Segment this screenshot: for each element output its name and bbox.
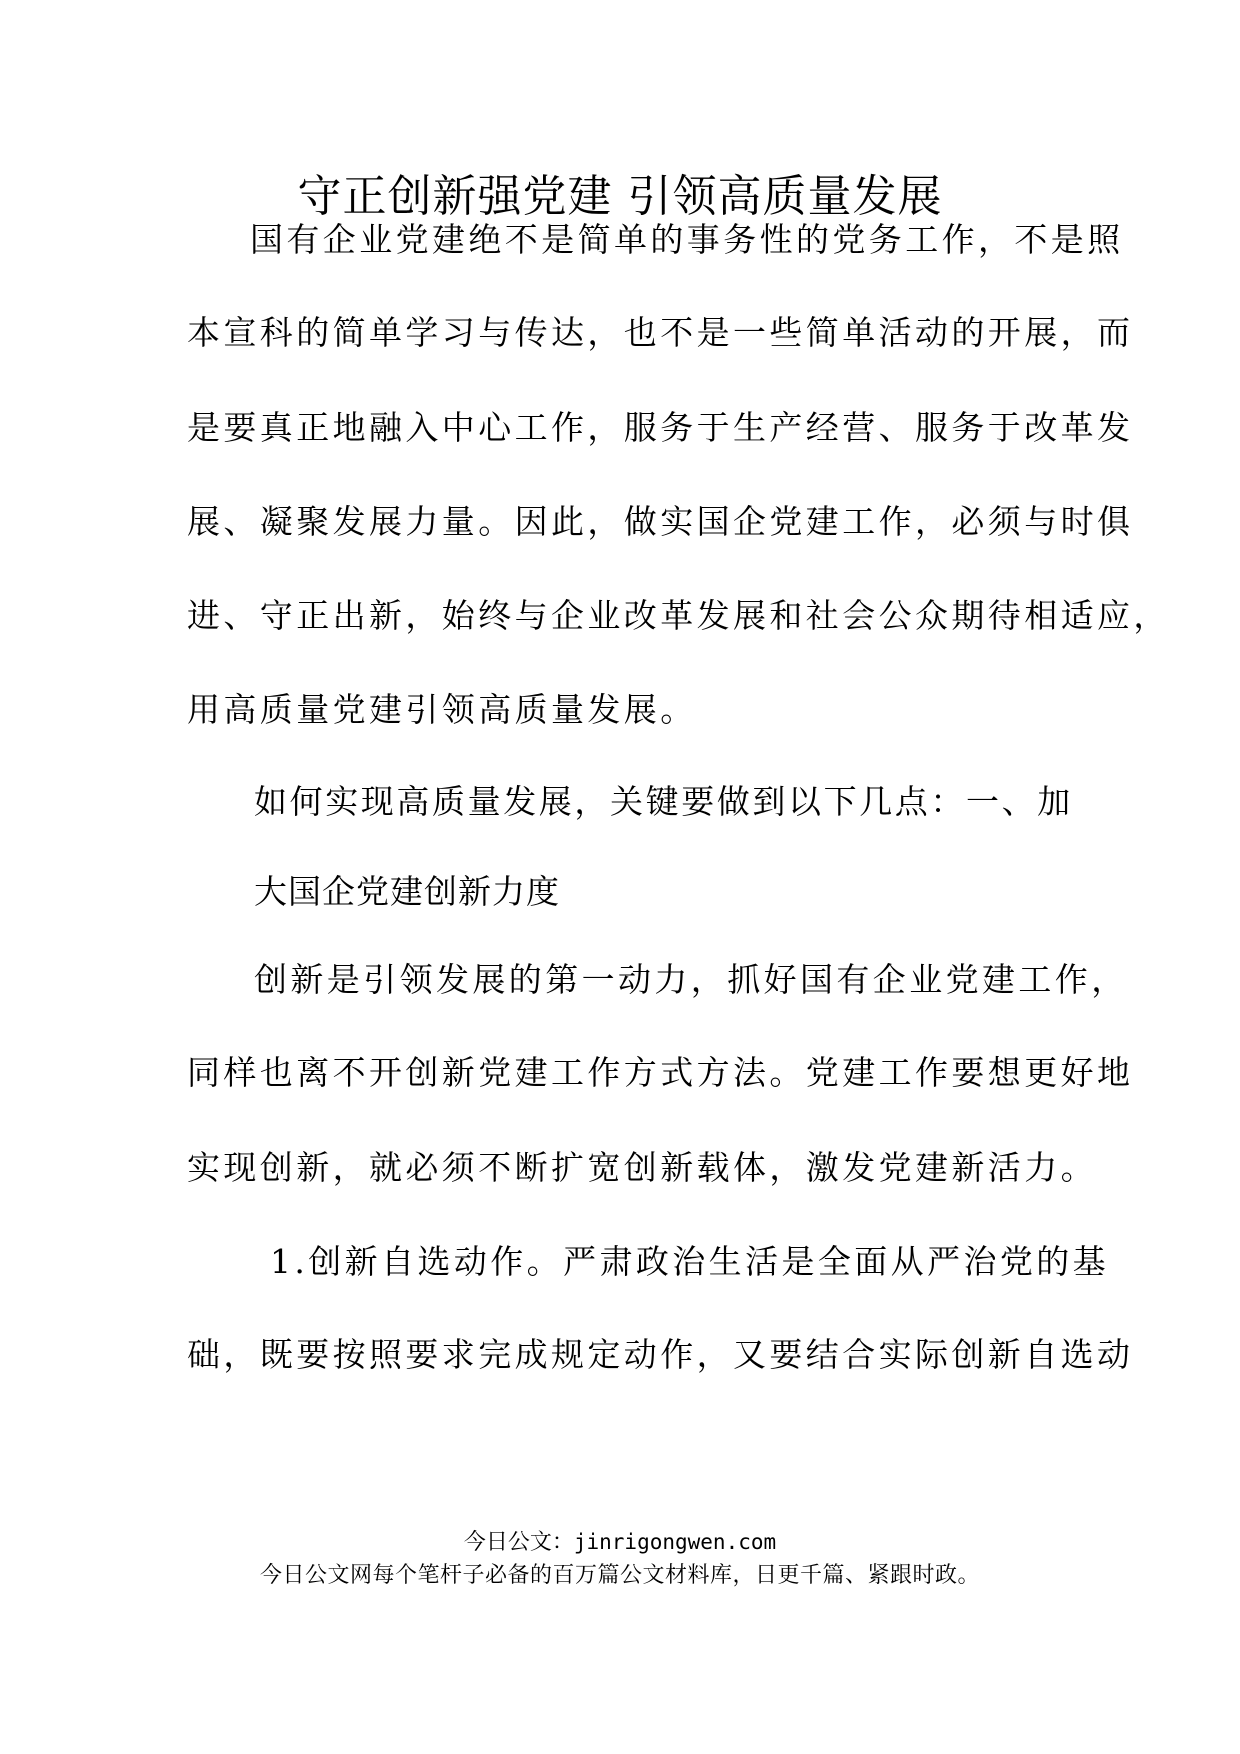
paragraph-line: 同样也离不开创新党建工作方式方法。党建工作要想更好地 — [187, 1053, 1134, 1092]
document-title: 守正创新强党建 引领高质量发展 — [297, 171, 943, 222]
paragraph-line: 创新是引领发展的第一动力，抓好国有企业党建工作， — [254, 960, 1128, 999]
section-heading: 大国企党建创新力度 — [254, 872, 560, 911]
paragraph-line: 是要真正地融入中心工作，服务于生产经营、服务于改革发 — [187, 408, 1134, 447]
paragraph-line: 进、守正出新，始终与企业改革发展和社会公众期待相适应， — [187, 596, 1170, 635]
intro-line — [254, 782, 1134, 822]
footer-label: 今日公文： — [463, 1530, 574, 1555]
footer-url: jinrigongwen.com — [573, 1530, 777, 1554]
paragraph-line: 展、凝聚发展力量。因此，做实国企党建工作，必须与时俱 — [187, 502, 1134, 541]
paragraph-line: 用高质量党建引领高质量发展。 — [187, 690, 697, 729]
footer-slogan: 今日公文网每个笔杆子必备的百万篇公文材料库，日更千篇、紧跟时政。 — [259, 1563, 980, 1588]
intro-text: 如何实现高质量发展，关键要做到以下几点： — [254, 782, 966, 821]
paragraph-line: 础，既要按照要求完成规定动作，又要结合实际创新自选动 — [187, 1335, 1134, 1374]
paragraph-line: 本宣科的简单学习与传达，也不是一些简单活动的开展，而 — [187, 313, 1134, 352]
footer-site-line — [0, 1528, 1240, 1557]
paragraph-line: 国有企业党建绝不是简单的事务性的党务工作，不是照 — [250, 220, 1124, 259]
section-heading-start: 一、加 — [966, 782, 1073, 821]
paragraph-line: 1.创新自选动作。严肃政治生活是全面从严治党的基 — [270, 1242, 1110, 1281]
paragraph-line: 实现创新，就必须不断扩宽创新载体，激发党建新活力。 — [187, 1148, 1097, 1187]
